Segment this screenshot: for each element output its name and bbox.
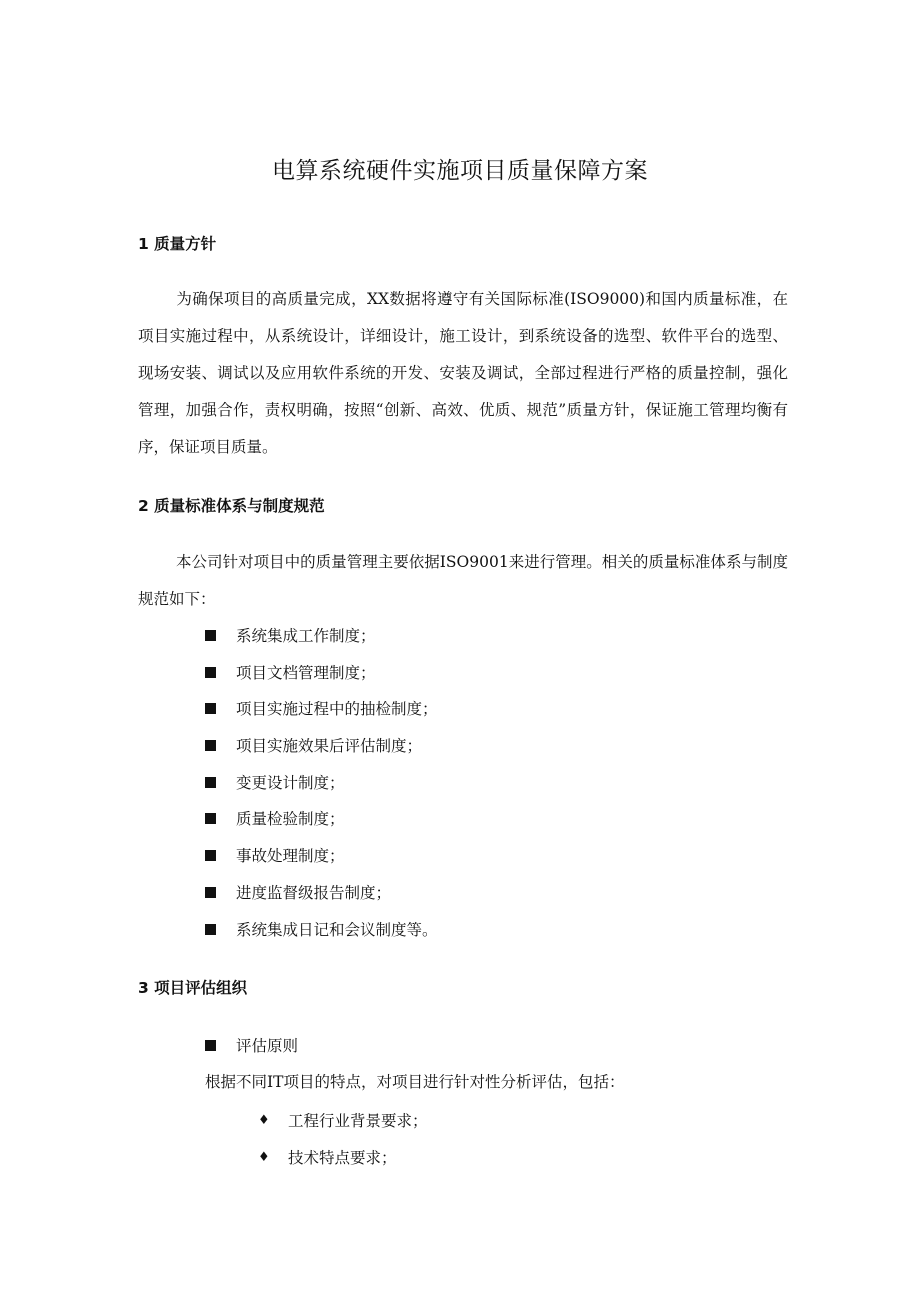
list-item-text: 项目文档管理制度； (236, 663, 376, 682)
square-bullet-icon (205, 740, 216, 751)
list-item (205, 697, 438, 734)
list-item-text: 技术特点要求； (288, 1149, 397, 1167)
list-item-text: 工程行业背景要求； (288, 1112, 428, 1130)
section-1-paragraph-text: 为确保项目的高质量完成，XX数据将遵守有关国际标准(ISO9000)和国内质量标准，在项目实施过程中，从系统设计，详细设计，施工设计，到系统设备的选型、软件平台的选型、现场安装、调试以及应用软件系统的开发、安装及调试，全部过程进行严格的质量控制，强化管理，加强合作，责权明确，按照“创新、高效、优质、规范”质量方针，保证施工管理均衡有序，保证项目质量。 (138, 290, 788, 456)
square-bullet-icon (205, 630, 216, 641)
section-2-paragraph-text: 本公司针对项目中的质量管理主要依据ISO9001来进行管理。相关的质量标准体系与制度规范如下： (138, 553, 788, 608)
list-item-text: 评估原则 (236, 1037, 299, 1055)
list-item-text: 事故处理制度； (236, 847, 345, 866)
evaluation-sublist (258, 1109, 428, 1183)
list-item (205, 881, 438, 918)
square-bullet-icon (205, 813, 216, 824)
section-2-heading: 2 质量标准体系与制度规范 (138, 497, 325, 515)
square-bullet-icon (205, 703, 216, 714)
list-item (205, 844, 438, 881)
square-bullet-icon (205, 1040, 216, 1051)
list-item-text: 系统集成日记和会议制度等。 (236, 920, 438, 939)
list-item (205, 624, 438, 661)
list-item (205, 807, 438, 844)
principle-list (205, 1034, 298, 1071)
list-item-text: 变更设计制度； (236, 773, 345, 792)
square-bullet-icon (205, 924, 216, 935)
list-item (205, 771, 438, 808)
list-item-text: 系统集成工作制度； (236, 627, 376, 645)
square-bullet-icon (205, 850, 216, 861)
list-item-text: 进度监督级报告制度； (236, 883, 392, 902)
section-2-paragraph (138, 544, 788, 618)
list-item-text: 项目实施过程中的抽检制度； (236, 700, 438, 719)
list-item (205, 1034, 298, 1071)
diamond-bullet-icon: ♦ (258, 1150, 270, 1165)
section-1-paragraph (138, 281, 788, 466)
list-item (258, 1109, 428, 1146)
square-bullet-icon (205, 777, 216, 788)
evaluation-intro: 根据不同IT项目的特点，对项目进行针对性分析评估，包括： (205, 1073, 625, 1091)
section-3-heading: 3 项目评估组织 (138, 979, 248, 997)
list-item (258, 1146, 428, 1183)
square-bullet-icon (205, 887, 216, 898)
list-item (205, 918, 438, 955)
diamond-bullet-icon: ♦ (258, 1113, 270, 1128)
square-bullet-icon (205, 667, 216, 678)
list-item (205, 734, 438, 771)
list-item (205, 661, 438, 698)
document-title: 电算系统硬件实施项目质量保障方案 (272, 158, 648, 184)
list-item-text: 质量检验制度； (236, 810, 345, 829)
standards-list (205, 624, 438, 954)
list-item-text: 项目实施效果后评估制度； (236, 737, 423, 756)
section-1-heading: 1 质量方针 (138, 235, 217, 253)
